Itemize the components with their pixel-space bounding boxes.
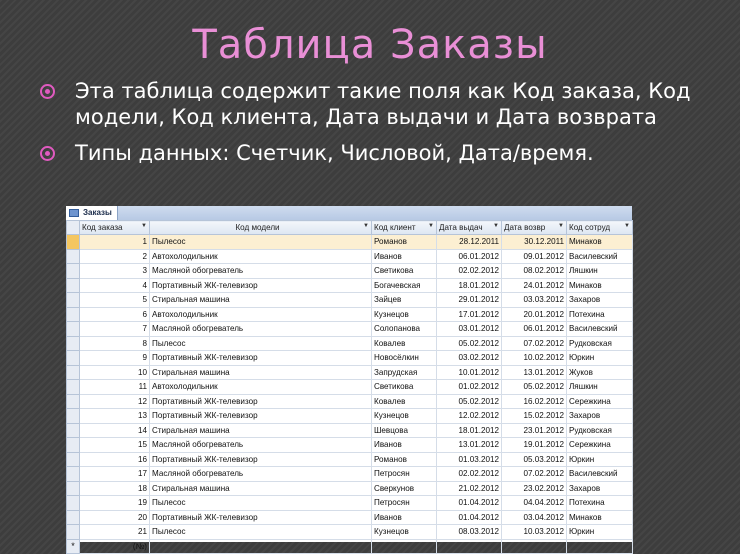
client-cell[interactable]: Шевцова — [372, 423, 437, 438]
order-id-cell[interactable]: 10 — [80, 365, 150, 380]
dropdown-arrow-icon[interactable]: ▼ — [428, 223, 434, 229]
client-cell[interactable]: Кузнецов — [372, 525, 437, 540]
bullet-marker-icon — [40, 84, 55, 99]
order-id-cell[interactable]: 21 — [80, 525, 150, 540]
table-row[interactable] — [67, 409, 633, 424]
bullet-text: Эта таблица содержит такие поля как Код заказа, Код модели, Код клиента, Дата выдачи и Дата возврата — [75, 79, 691, 129]
employee-cell[interactable]: Захаров — [567, 481, 633, 496]
issue-date-cell[interactable]: 03.01.2012 — [437, 322, 502, 337]
return-date-cell[interactable]: 08.02.2012 — [502, 264, 567, 279]
table-row[interactable] — [67, 481, 633, 496]
model-cell[interactable]: Масляной обогреватель — [150, 467, 372, 482]
table-row[interactable] — [67, 438, 633, 453]
issue-date-cell[interactable]: 17.01.2012 — [437, 307, 502, 322]
column-header[interactable]: Код модели ▼ — [150, 221, 372, 235]
order-id-cell[interactable]: 15 — [80, 438, 150, 453]
model-cell[interactable]: Портативный ЖК-телевизор — [150, 394, 372, 409]
table-icon — [69, 209, 79, 217]
table-row[interactable] — [67, 365, 633, 380]
row-selector[interactable] — [67, 481, 80, 496]
bullet-text: Типы данных: Счетчик, Числовой, Дата/время. — [75, 141, 594, 165]
dropdown-arrow-icon[interactable]: ▼ — [493, 223, 499, 229]
row-selector[interactable] — [67, 235, 80, 250]
employee-cell[interactable]: Минаков — [567, 278, 633, 293]
column-header[interactable]: Дата выдач ▼ — [437, 221, 502, 235]
model-cell[interactable]: Масляной обогреватель — [150, 438, 372, 453]
employee-cell[interactable]: Потехина — [567, 307, 633, 322]
order-id-cell[interactable]: 17 — [80, 467, 150, 482]
row-selector[interactable] — [67, 394, 80, 409]
header-row — [67, 221, 633, 235]
order-id-cell[interactable]: 16 — [80, 452, 150, 467]
model-cell[interactable]: Стиральная машина — [150, 293, 372, 308]
dropdown-arrow-icon[interactable]: ▼ — [141, 223, 147, 229]
issue-date-cell[interactable]: 12.02.2012 — [437, 409, 502, 424]
return-date-cell[interactable]: 03.04.2012 — [502, 510, 567, 525]
issue-date-cell[interactable]: 06.01.2012 — [437, 249, 502, 264]
client-cell[interactable]: Светикова — [372, 264, 437, 279]
table-row[interactable] — [67, 249, 633, 264]
return-date-cell[interactable]: 10.03.2012 — [502, 525, 567, 540]
row-selector[interactable] — [67, 293, 80, 308]
return-date-cell[interactable]: 15.02.2012 — [502, 409, 567, 424]
model-cell[interactable]: Пылесос — [150, 496, 372, 511]
return-date-cell[interactable]: 20.01.2012 — [502, 307, 567, 322]
bullet-item — [40, 140, 720, 166]
new-record-id[interactable]: (№) — [80, 539, 150, 554]
return-date-cell[interactable]: 03.03.2012 — [502, 293, 567, 308]
model-cell[interactable]: Пылесос — [150, 235, 372, 250]
table-row[interactable] — [67, 467, 633, 482]
bullet-list — [40, 78, 720, 176]
row-selector[interactable] — [67, 264, 80, 279]
model-cell[interactable]: Автохолодильник — [150, 307, 372, 322]
row-selector[interactable] — [67, 322, 80, 337]
model-cell[interactable]: Масляной обогреватель — [150, 264, 372, 279]
row-selector[interactable] — [67, 278, 80, 293]
empty-cell[interactable] — [372, 539, 437, 554]
table-row[interactable] — [67, 525, 633, 540]
table-row[interactable] — [67, 496, 633, 511]
return-date-cell[interactable]: 16.02.2012 — [502, 394, 567, 409]
table-row[interactable] — [67, 380, 633, 395]
model-cell[interactable]: Стиральная машина — [150, 481, 372, 496]
tab-orders[interactable] — [66, 206, 118, 220]
issue-date-cell[interactable]: 05.02.2012 — [437, 336, 502, 351]
new-record-marker: * — [67, 539, 80, 554]
employee-cell[interactable]: Захаров — [567, 293, 633, 308]
issue-date-cell[interactable]: 02.02.2012 — [437, 467, 502, 482]
tab-label: Заказы — [83, 208, 112, 217]
row-selector[interactable] — [67, 525, 80, 540]
row-selector[interactable] — [67, 423, 80, 438]
order-id-cell[interactable]: 3 — [80, 264, 150, 279]
row-selector[interactable] — [67, 467, 80, 482]
order-id-cell[interactable]: 20 — [80, 510, 150, 525]
row-selector[interactable] — [67, 409, 80, 424]
employee-cell[interactable]: Рудковская — [567, 336, 633, 351]
return-date-cell[interactable]: 23.02.2012 — [502, 481, 567, 496]
issue-date-cell[interactable]: 03.02.2012 — [437, 351, 502, 366]
client-cell[interactable]: Иванов — [372, 510, 437, 525]
table-row[interactable] — [67, 423, 633, 438]
return-date-cell[interactable]: 05.03.2012 — [502, 452, 567, 467]
table-row[interactable] — [67, 510, 633, 525]
client-cell[interactable]: Ковалев — [372, 394, 437, 409]
row-selector[interactable] — [67, 336, 80, 351]
row-selector[interactable] — [67, 438, 80, 453]
table-row[interactable] — [67, 322, 633, 337]
model-cell[interactable]: Портативный ЖК-телевизор — [150, 351, 372, 366]
empty-cell[interactable] — [567, 539, 633, 554]
order-id-cell[interactable]: 8 — [80, 336, 150, 351]
table-row[interactable] — [67, 264, 633, 279]
client-cell[interactable]: Новосёлкин — [372, 351, 437, 366]
return-date-cell[interactable]: 30.12.2011 — [502, 235, 567, 250]
client-cell[interactable]: Кузнецов — [372, 307, 437, 322]
model-cell[interactable]: Стиральная машина — [150, 365, 372, 380]
employee-cell[interactable]: Потехина — [567, 496, 633, 511]
client-cell[interactable]: Иванов — [372, 249, 437, 264]
bullet-marker-icon — [40, 146, 55, 161]
employee-cell[interactable]: Жуков — [567, 365, 633, 380]
table-row[interactable] — [67, 307, 633, 322]
order-id-cell[interactable]: 1 — [80, 235, 150, 250]
empty-cell[interactable] — [150, 539, 372, 554]
client-cell[interactable]: Богачевская — [372, 278, 437, 293]
table-row[interactable] — [67, 394, 633, 409]
issue-date-cell[interactable]: 21.02.2012 — [437, 481, 502, 496]
order-id-cell[interactable]: 13 — [80, 409, 150, 424]
row-selector[interactable] — [67, 380, 80, 395]
issue-date-cell[interactable]: 18.01.2012 — [437, 423, 502, 438]
row-selector[interactable] — [67, 307, 80, 322]
order-id-cell[interactable]: 11 — [80, 380, 150, 395]
return-date-cell[interactable]: 09.01.2012 — [502, 249, 567, 264]
row-selector[interactable] — [67, 452, 80, 467]
client-cell[interactable]: Солопанова — [372, 322, 437, 337]
select-all-cell[interactable] — [67, 221, 80, 235]
issue-date-cell[interactable]: 01.04.2012 — [437, 496, 502, 511]
employee-cell[interactable]: Ляшкин — [567, 380, 633, 395]
issue-date-cell[interactable]: 28.12.2011 — [437, 235, 502, 250]
issue-date-cell[interactable]: 05.02.2012 — [437, 394, 502, 409]
return-date-cell[interactable]: 06.01.2012 — [502, 322, 567, 337]
row-selector[interactable] — [67, 365, 80, 380]
employee-cell[interactable]: Сережкина — [567, 438, 633, 453]
issue-date-cell[interactable]: 29.01.2012 — [437, 293, 502, 308]
row-selector[interactable] — [67, 510, 80, 525]
client-cell[interactable]: Светикова — [372, 380, 437, 395]
table-row[interactable] — [67, 278, 633, 293]
employee-cell[interactable]: Василевский — [567, 322, 633, 337]
new-record-row[interactable] — [67, 539, 633, 554]
employee-cell[interactable]: Василевский — [567, 249, 633, 264]
orders-table — [66, 220, 633, 554]
row-selector[interactable] — [67, 351, 80, 366]
access-datasheet — [66, 206, 632, 552]
slide-title: Таблица Заказы — [192, 22, 548, 68]
issue-date-cell[interactable]: 01.04.2012 — [437, 510, 502, 525]
order-id-cell[interactable]: 6 — [80, 307, 150, 322]
issue-date-cell[interactable]: 02.02.2012 — [437, 264, 502, 279]
table-row[interactable] — [67, 452, 633, 467]
issue-date-cell[interactable]: 08.03.2012 — [437, 525, 502, 540]
tab-bar — [66, 206, 632, 220]
return-date-cell[interactable]: 13.01.2012 — [502, 365, 567, 380]
model-cell[interactable]: Портативный ЖК-телевизор — [150, 452, 372, 467]
dropdown-arrow-icon[interactable]: ▼ — [558, 223, 564, 229]
employee-cell[interactable]: Минаков — [567, 235, 633, 250]
client-cell[interactable]: Кузнецов — [372, 409, 437, 424]
client-cell[interactable]: Романов — [372, 452, 437, 467]
employee-cell[interactable]: Захаров — [567, 409, 633, 424]
employee-cell[interactable]: Ляшкин — [567, 264, 633, 279]
column-header[interactable]: Код сотруд ▼ — [567, 221, 633, 235]
table-row[interactable] — [67, 293, 633, 308]
order-id-cell[interactable]: 7 — [80, 322, 150, 337]
dropdown-arrow-icon[interactable]: ▼ — [363, 223, 369, 229]
model-cell[interactable]: Пылесос — [150, 336, 372, 351]
table-row[interactable] — [67, 336, 633, 351]
model-cell[interactable]: Стиральная машина — [150, 423, 372, 438]
bullet-item — [40, 78, 720, 130]
employee-cell[interactable]: Василевский — [567, 467, 633, 482]
client-cell[interactable]: Петросян — [372, 496, 437, 511]
model-cell[interactable]: Автохолодильник — [150, 380, 372, 395]
dropdown-arrow-icon[interactable]: ▼ — [624, 223, 630, 229]
return-date-cell[interactable]: 04.04.2012 — [502, 496, 567, 511]
return-date-cell[interactable]: 23.01.2012 — [502, 423, 567, 438]
employee-cell[interactable]: Рудковская — [567, 423, 633, 438]
client-cell[interactable]: Романов — [372, 235, 437, 250]
column-header[interactable]: Код заказа ▼ — [80, 221, 150, 235]
employee-cell[interactable]: Юркин — [567, 452, 633, 467]
return-date-cell[interactable]: 07.02.2012 — [502, 336, 567, 351]
table-row[interactable] — [67, 351, 633, 366]
return-date-cell[interactable]: 24.01.2012 — [502, 278, 567, 293]
client-cell[interactable]: Иванов — [372, 438, 437, 453]
client-cell[interactable]: Зайцев — [372, 293, 437, 308]
order-id-cell[interactable]: 12 — [80, 394, 150, 409]
order-id-cell[interactable]: 2 — [80, 249, 150, 264]
table-row[interactable] — [67, 235, 633, 250]
order-id-cell[interactable]: 18 — [80, 481, 150, 496]
employee-cell[interactable]: Минаков — [567, 510, 633, 525]
order-id-cell[interactable]: 5 — [80, 293, 150, 308]
order-id-cell[interactable]: 4 — [80, 278, 150, 293]
empty-cell[interactable] — [437, 539, 502, 554]
return-date-cell[interactable]: 10.02.2012 — [502, 351, 567, 366]
row-selector[interactable] — [67, 496, 80, 511]
client-cell[interactable]: Запрудская — [372, 365, 437, 380]
order-id-cell[interactable]: 14 — [80, 423, 150, 438]
return-date-cell[interactable]: 05.02.2012 — [502, 380, 567, 395]
order-id-cell[interactable]: 9 — [80, 351, 150, 366]
issue-date-cell[interactable]: 01.03.2012 — [437, 452, 502, 467]
column-header[interactable]: Дата возвр ▼ — [502, 221, 567, 235]
model-cell[interactable]: Масляной обогреватель — [150, 322, 372, 337]
employee-cell[interactable]: Юркин — [567, 525, 633, 540]
model-cell[interactable]: Портативный ЖК-телевизор — [150, 409, 372, 424]
model-cell[interactable]: Автохолодильник — [150, 249, 372, 264]
issue-date-cell[interactable]: 18.01.2012 — [437, 278, 502, 293]
issue-date-cell[interactable]: 10.01.2012 — [437, 365, 502, 380]
return-date-cell[interactable]: 19.01.2012 — [502, 438, 567, 453]
issue-date-cell[interactable]: 01.02.2012 — [437, 380, 502, 395]
return-date-cell[interactable]: 07.02.2012 — [502, 467, 567, 482]
employee-cell[interactable]: Юркин — [567, 351, 633, 366]
issue-date-cell[interactable]: 13.01.2012 — [437, 438, 502, 453]
employee-cell[interactable]: Сережкина — [567, 394, 633, 409]
empty-cell[interactable] — [502, 539, 567, 554]
row-selector[interactable] — [67, 249, 80, 264]
client-cell[interactable]: Сверкунов — [372, 481, 437, 496]
client-cell[interactable]: Петросян — [372, 467, 437, 482]
client-cell[interactable]: Ковалев — [372, 336, 437, 351]
model-cell[interactable]: Пылесос — [150, 525, 372, 540]
order-id-cell[interactable]: 19 — [80, 496, 150, 511]
model-cell[interactable]: Портативный ЖК-телевизор — [150, 278, 372, 293]
column-header[interactable]: Код клиент ▼ — [372, 221, 437, 235]
model-cell[interactable]: Портативный ЖК-телевизор — [150, 510, 372, 525]
